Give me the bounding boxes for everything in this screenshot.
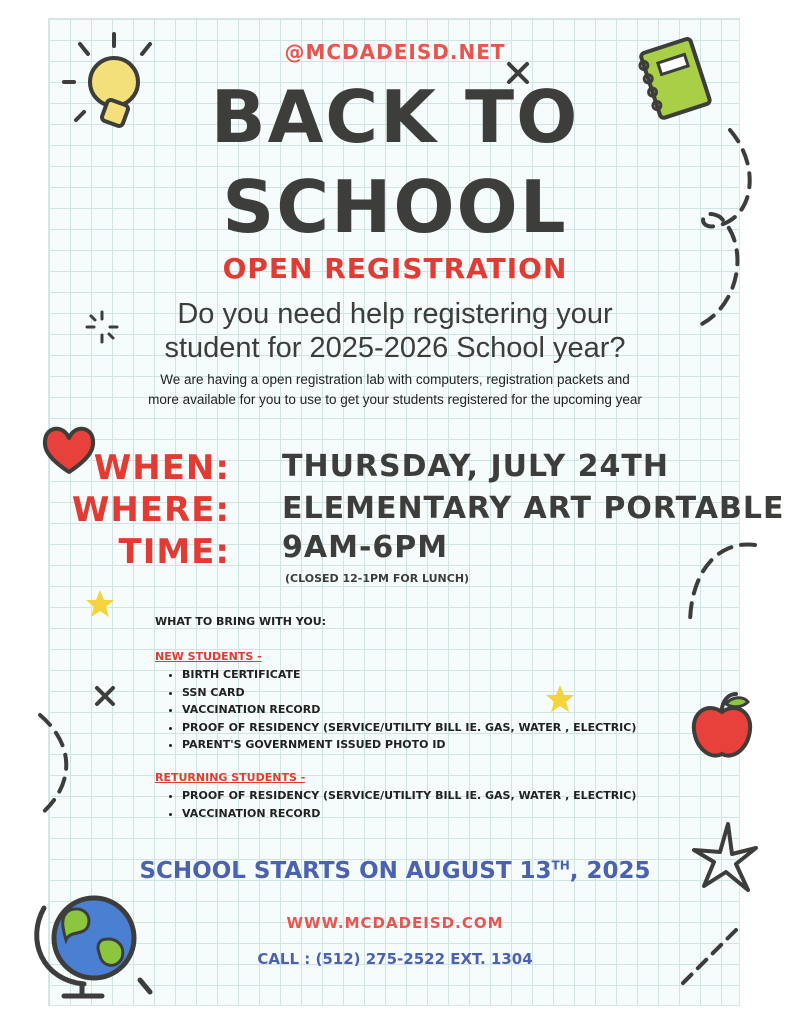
cross-mark-icon [93, 684, 117, 708]
website-link[interactable]: WWW.MCDADEISD.COM [286, 914, 504, 932]
list-item: • SSN CARD [182, 684, 636, 702]
returning-students-heading: RETURNING STUDENTS - [155, 771, 306, 784]
bring-heading: WHAT TO BRING WITH YOU: [155, 615, 327, 628]
globe-icon [30, 880, 155, 1000]
time-label: TIME: [118, 532, 230, 572]
dashed-arc-right-decoration [685, 540, 765, 630]
list-item: • VACCINATION RECORD [182, 805, 636, 823]
phone-contact: CALL : (512) 275-2522 EXT. 1304 [257, 950, 533, 968]
lead-line-1: We are having a open registration lab with computers, registration packets and [160, 372, 630, 387]
list-item: • PARENT'S GOVERNMENT ISSUED PHOTO ID [182, 736, 636, 754]
subtitle: OPEN REGISTRATION [222, 252, 568, 285]
question-line-1: Do you need help registering your [177, 298, 613, 330]
list-item: • PROOF OF RESIDENCY (SERVICE/UTILITY BILL IE. GAS, WATER , ELECTRIC) [182, 787, 636, 805]
time-note: (CLOSED 12-1PM FOR LUNCH) [285, 572, 470, 585]
where-label: WHERE: [71, 490, 230, 530]
school-starts-text: SCHOOL STARTS ON AUGUST 13 [139, 858, 552, 884]
school-starts-year: , 2025 [569, 858, 651, 884]
list-item: • VACCINATION RECORD [182, 701, 636, 719]
social-handle: @MCDADEISD.NET [284, 40, 506, 64]
list-item: • BIRTH CERTIFICATE [182, 666, 636, 684]
when-value: THURSDAY, JULY 24TH [282, 449, 669, 484]
dashed-arc-left-decoration [35, 710, 75, 820]
school-starts-banner [0, 858, 790, 884]
returning-students-list [160, 787, 636, 822]
question-line-2: student for 2025-2026 School year? [164, 332, 626, 364]
apple-icon [688, 690, 758, 762]
new-students-list [160, 666, 636, 754]
where-value: ELEMENTARY ART PORTABLE [282, 491, 785, 526]
time-value: 9AM-6PM [282, 530, 449, 565]
star-icon [84, 588, 116, 620]
when-label: WHEN: [93, 448, 230, 488]
list-item: • PROOF OF RESIDENCY (SERVICE/UTILITY BILL IE. GAS, WATER , ELECTRIC) [182, 719, 636, 737]
ordinal-suffix: TH [551, 858, 570, 873]
new-students-heading: NEW STUDENTS - [155, 650, 262, 663]
lead-line-2: more available for you to use to get your students registered for the upcoming year [148, 392, 642, 407]
title-line-1: BACK TO [210, 75, 580, 159]
title-line-2: SCHOOL [222, 165, 568, 249]
